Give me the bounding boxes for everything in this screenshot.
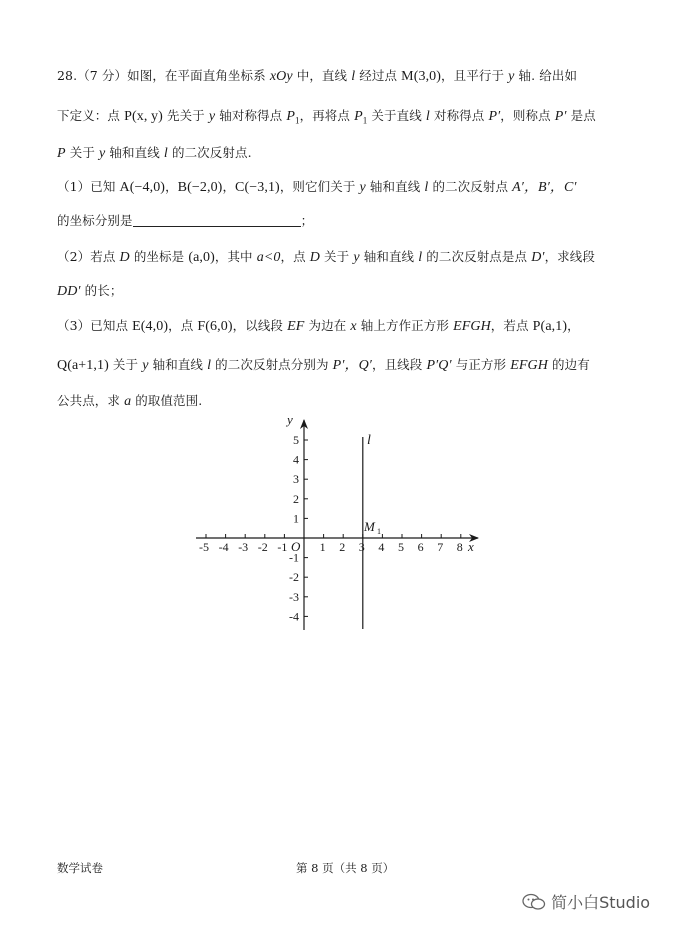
math: B(−2,0) — [177, 180, 223, 195]
text: （3）已知点 — [57, 318, 133, 333]
text: ，再将点 — [299, 108, 355, 123]
math: (a,0) — [188, 250, 215, 265]
math: l — [351, 69, 356, 84]
y-tick-label: -2 — [289, 570, 299, 585]
x-tick-label: 1 — [319, 540, 326, 554]
math: D — [309, 250, 320, 265]
math: F(6,0) — [197, 319, 233, 334]
math: EFGH — [510, 358, 548, 373]
math: y — [142, 358, 149, 373]
text: ，点 — [280, 249, 310, 264]
math: E(4,0) — [132, 319, 169, 334]
math: y — [208, 109, 216, 124]
text: ， — [567, 318, 580, 333]
y-tick-label: 4 — [293, 452, 299, 467]
text: 轴对称得点 — [215, 108, 287, 123]
y-tick-label: 2 — [293, 491, 299, 506]
x-tick-label: 8 — [456, 540, 463, 554]
x-tick-label: -5 — [199, 540, 209, 554]
y-tick-label: -1 — [289, 550, 299, 565]
math: l — [424, 180, 429, 195]
math: C(−3,1) — [235, 180, 280, 195]
x-tick-label: -3 — [238, 540, 249, 554]
text: 的长； — [80, 283, 123, 298]
math: xOy — [269, 69, 293, 84]
x-tick-label: 7 — [437, 540, 444, 554]
y-tick-label: 3 — [293, 472, 299, 487]
text: 关于 — [65, 145, 100, 160]
math: P′，Q′ — [332, 358, 372, 373]
math: y — [99, 146, 106, 161]
wechat-icon — [522, 892, 546, 916]
math: a — [124, 394, 132, 409]
line-l-label: l — [367, 433, 371, 448]
text: ，则它们关于 — [279, 179, 360, 194]
text: 下定义：点 — [57, 108, 125, 123]
math: D — [119, 250, 130, 265]
math: D′ — [531, 250, 545, 265]
text: 轴. 给出如 — [514, 68, 578, 83]
text: 的二次反射点分别为 — [211, 357, 333, 372]
watermark — [522, 890, 650, 916]
text: 轴和直线 — [148, 357, 208, 372]
text: ，以线段 — [232, 318, 288, 333]
text: 的二次反射点. — [167, 145, 252, 160]
text: 轴和直线 — [359, 249, 419, 264]
x-tick-group — [199, 534, 463, 554]
point-m-label: M — [364, 519, 375, 534]
text: ，且平行于 — [441, 68, 509, 83]
math: A′，B′，C′ — [512, 180, 577, 195]
y-tick-label: -4 — [289, 609, 299, 624]
text: ，点 — [168, 318, 198, 333]
text: 的边有 — [547, 357, 590, 372]
footer-left: 数学试卷 — [57, 861, 103, 875]
math: P — [286, 109, 295, 124]
text: 是点 — [566, 108, 596, 123]
text: 如图，在平面直角坐标系 — [127, 68, 270, 83]
math: P — [57, 146, 66, 161]
x-tick-label: 4 — [378, 540, 385, 554]
math: A(−4,0) — [119, 180, 166, 195]
footer-page-number: 第 8 页（共 8 页） — [296, 861, 395, 875]
text: 的坐标分别是 — [57, 213, 133, 228]
math: P(x, y) — [124, 109, 163, 124]
math: x — [350, 319, 357, 334]
math-sub: 1 — [294, 115, 300, 126]
text: ，则称点 — [500, 108, 555, 123]
text: ，求线段 — [544, 249, 595, 264]
math: P′Q′ — [426, 358, 452, 373]
text: 轴和直线 — [105, 145, 164, 160]
text: 为边在 — [304, 318, 351, 333]
math: P(a,1) — [532, 319, 568, 334]
text: 中，直线 — [292, 68, 352, 83]
math: EFGH — [453, 319, 491, 334]
x-tick-label: 6 — [417, 540, 424, 554]
y-axis-label: y — [287, 412, 293, 427]
text: 的二次反射点 — [428, 179, 513, 194]
y-tick-group — [289, 433, 308, 623]
text: 与正方形 — [451, 357, 511, 372]
x-tick-label: 2 — [339, 540, 346, 554]
math: l — [418, 250, 423, 265]
math-sub: 1 — [362, 115, 368, 126]
math: l — [207, 358, 212, 373]
x-tick-label: 3 — [358, 540, 365, 554]
math: Q(a+1,1) — [57, 358, 109, 373]
text: 关于 — [108, 357, 143, 372]
x-axis-label: x — [468, 539, 474, 554]
origin-label: O — [291, 539, 301, 554]
text: ，且线段 — [371, 357, 427, 372]
problem-points: （7 分） — [77, 68, 128, 83]
text: ，若点 — [490, 318, 533, 333]
y-tick-label: -3 — [289, 589, 299, 604]
text: （2）若点 — [57, 249, 120, 264]
point-m-subscript: 1 — [377, 527, 381, 536]
text: （1）已知 — [57, 179, 120, 194]
text: 公共点，求 — [57, 393, 125, 408]
text: 轴上方作正方形 — [356, 318, 454, 333]
text: ，其中 — [214, 249, 257, 264]
y-tick-label: 1 — [293, 511, 299, 526]
math: P′ — [554, 109, 567, 124]
math: P′ — [488, 109, 501, 124]
math: l — [425, 109, 430, 124]
math: y — [359, 180, 366, 195]
math: M(3,0) — [401, 69, 442, 84]
text: 关于直线 — [367, 108, 426, 123]
math: EF — [287, 319, 305, 334]
math: a<0 — [256, 250, 281, 265]
math: y — [353, 250, 360, 265]
text: 的取值范围. — [131, 393, 203, 408]
math: P — [354, 109, 363, 124]
text: 关于 — [319, 249, 354, 264]
x-tick-label: -4 — [218, 540, 229, 554]
text: ， — [165, 179, 178, 194]
x-tick-label: -2 — [257, 540, 268, 554]
text: 对称得点 — [429, 108, 489, 123]
math: l — [163, 146, 168, 161]
watermark-text: 简小白Studio — [551, 893, 651, 912]
x-tick-label: 5 — [398, 540, 404, 554]
y-tick-label: 5 — [293, 433, 299, 447]
x-tick-label: -1 — [277, 540, 288, 554]
text: 先关于 — [162, 108, 209, 123]
math: y — [508, 69, 515, 84]
text: ， — [222, 179, 236, 194]
text: 经过点 — [355, 68, 402, 83]
text: 轴和直线 — [365, 179, 425, 194]
math: DD′ — [57, 284, 81, 299]
text: 的坐标是 — [129, 249, 189, 264]
problem-number: 28. — [57, 68, 78, 83]
text: ； — [300, 213, 314, 228]
text: 的二次反射点是点 — [422, 249, 532, 264]
